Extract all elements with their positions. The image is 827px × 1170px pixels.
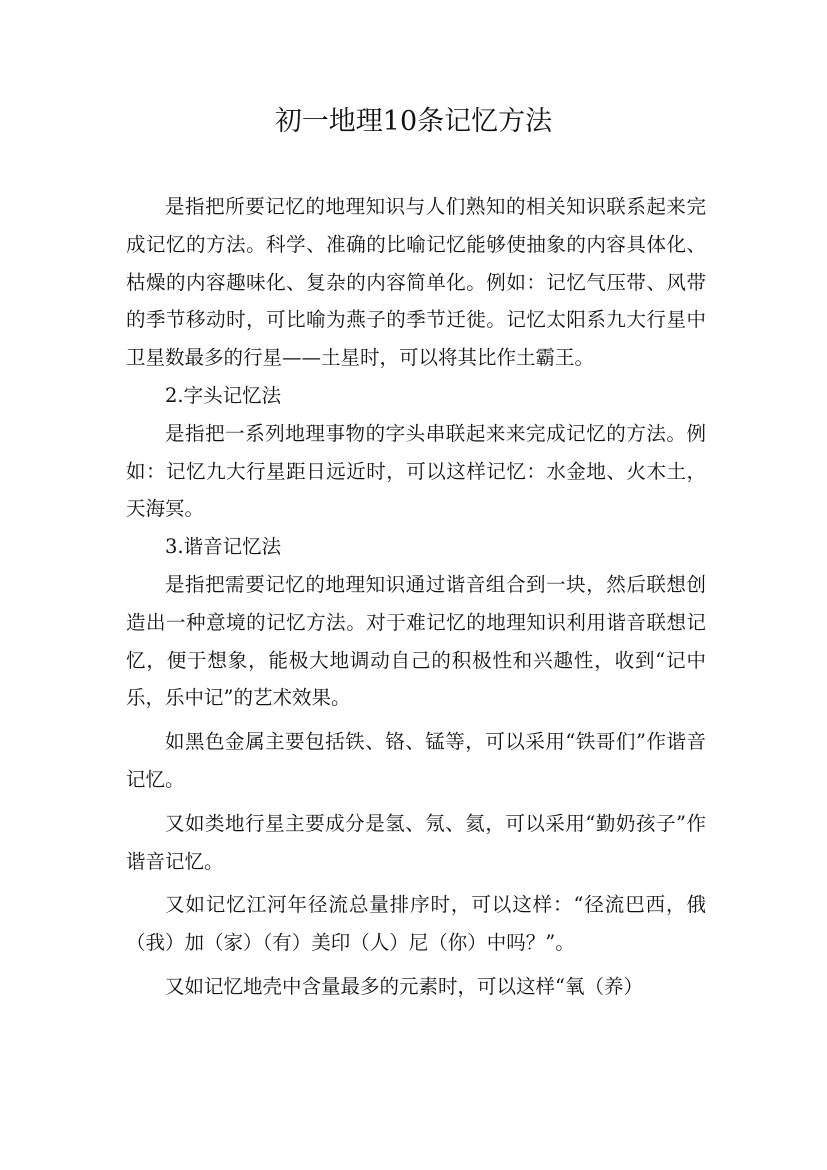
paragraph-example-black-metals: 如黑色金属主要包括铁、铬、锰等，可以采用“铁哥们”作谐音记忆。 xyxy=(126,730,706,791)
document-title: 初一地理10条记忆方法 xyxy=(274,106,553,137)
paragraph-homophone-method: 是指把需要记忆的地理知识通过谐音组合到一块，然后联想创造出一种意境的记忆方法。对于难记忆的地理知识利用谐音联想记忆，便于想象，能极大地调动自己的积极性和兴趣性，收到“记中乐，乐中记”的艺术效果。 xyxy=(126,572,706,710)
document-body xyxy=(126,188,706,1006)
paragraph-example-crust-elements: 又如记忆地壳中含量最多的元素时，可以这样“氧（养） xyxy=(165,974,643,998)
section-heading-homophone-method: 3.谐音记忆法 xyxy=(165,535,282,559)
section-heading-initial-method: 2.字头记忆法 xyxy=(165,383,282,407)
paragraph-metaphor-method: 是指把所要记忆的地理知识与人们熟知的相关知识联系起来完成记忆的方法。科学、准确的比喻记忆能够使抽象的内容具体化、枯燥的内容趣味化、复杂的内容简单化。例如：记忆气压带、风带的季节移动时，可比喻为燕子的季节迁徙。记忆太阳系九大行星中卫星数最多的行星——土星时，可以将其比作土霸王。 xyxy=(126,195,706,370)
paragraph-example-terrestrial-planets: 又如类地行星主要成分是氢、氖、氦，可以采用“勤奶孩子”作谐音记忆。 xyxy=(126,811,706,873)
paragraph-example-river-runoff: 又如记忆江河年径流总量排序时，可以这样：“径流巴西，俄（我）加（家）（有）美印（人）尼（你）中吗？”。 xyxy=(126,893,706,955)
paragraph-initial-method: 是指把一系列地理事物的字头串联起来来完成记忆的方法。例如：记忆九大行星距日远近时，可以这样记忆：水金地、火木土，天海冥。 xyxy=(126,421,706,521)
